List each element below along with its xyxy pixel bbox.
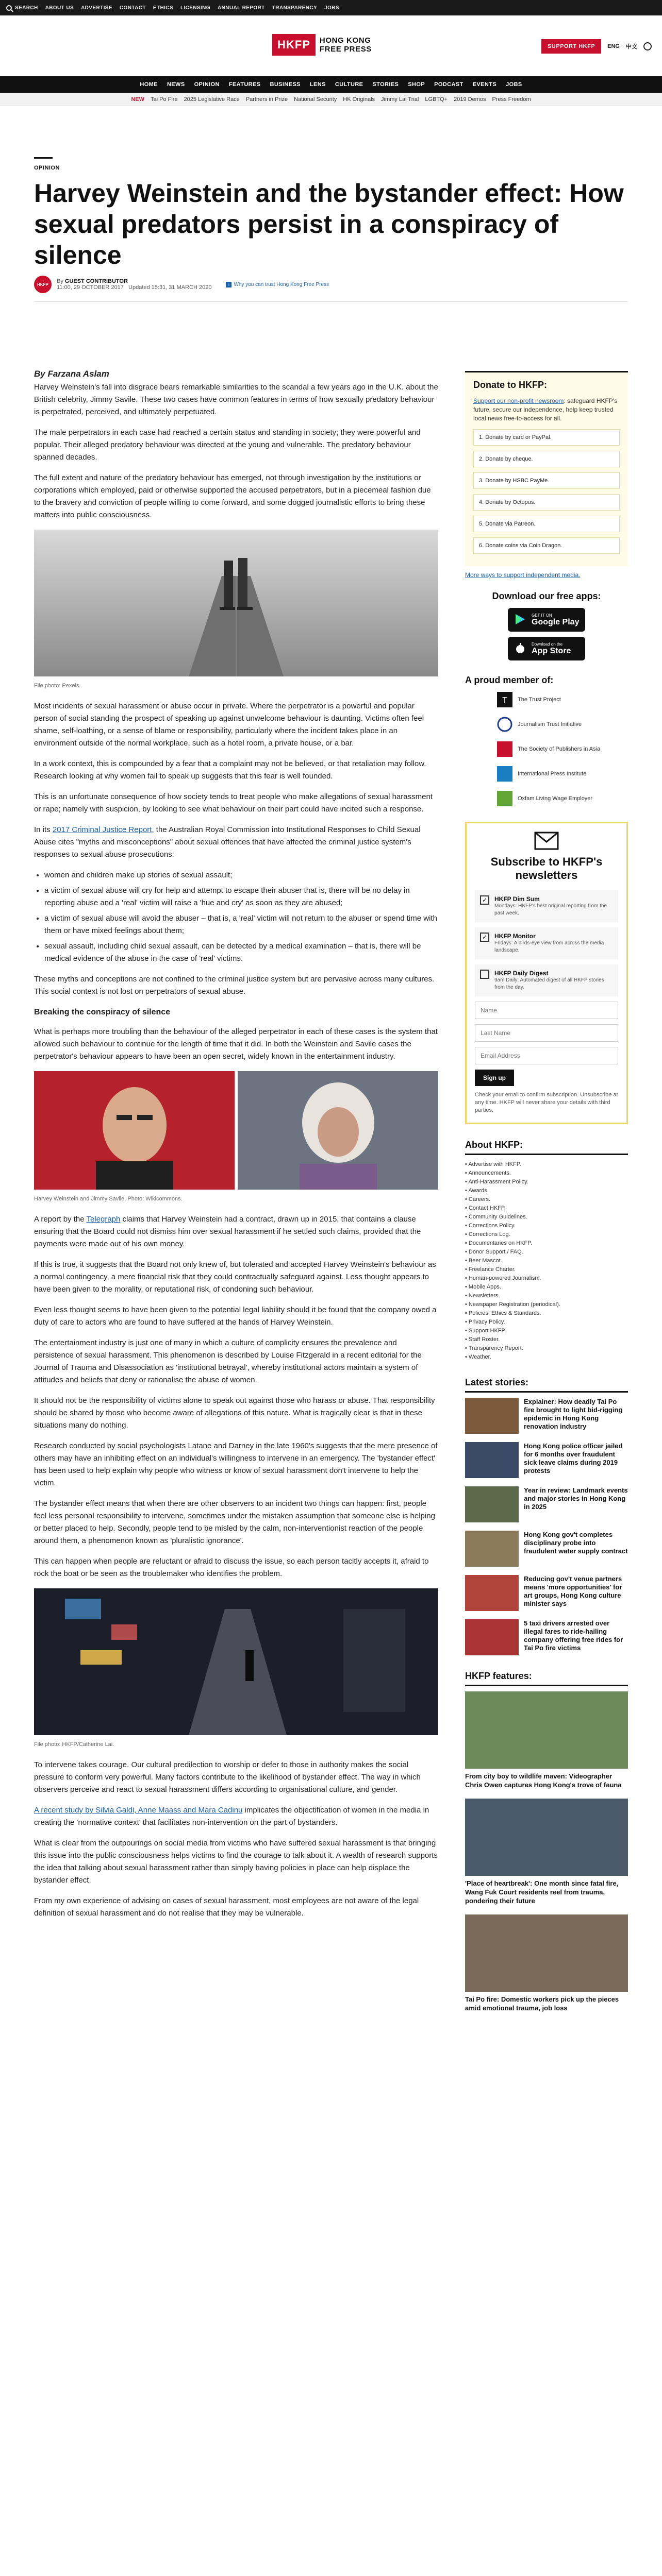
story-headline: Explainer: How deadly Tai Po fire brought to light bid-rigging epidemic in Hong Kong renovation industry	[524, 1398, 623, 1430]
paragraph: Even less thought seems to have been given to the potential legal liability should it be found that the company owed a duty of care to actors who are found to have suffered at the hands of Harvey Weinstein.	[34, 1306, 437, 1327]
trending-item[interactable]: LGBTQ+	[425, 96, 448, 103]
newsletter-note: Check your email to confirm subscription. Unsubscribe at any time. HKFP will never share your details with third parties.	[475, 1092, 618, 1113]
svg-text:T: T	[502, 696, 507, 705]
trust-project-icon	[497, 692, 512, 707]
member-name: International Press Institute	[518, 771, 587, 777]
option-text	[494, 895, 613, 917]
option-text	[494, 933, 613, 954]
article-author: By Farzana Aslam	[34, 369, 109, 379]
nav-culture[interactable]: CULTURE	[335, 81, 363, 88]
donate-title: Donate to HKFP:	[473, 380, 547, 390]
section-rule	[34, 157, 53, 159]
donate-description: : safeguard HKFP's future, secure our independence, help keep trusted local news free-to-access for all.	[473, 397, 618, 422]
feature-image	[465, 1914, 628, 1992]
photo-pier-graphic	[34, 530, 438, 676]
apple-icon	[514, 642, 526, 654]
sidebar	[465, 371, 628, 2022]
story-headline: Hong Kong gov't completes disciplinary probe into fraudulent water supply contract	[524, 1531, 628, 1555]
about-link[interactable]: • Corrections Log.	[465, 1230, 628, 1239]
about-list	[465, 1160, 628, 1362]
nav-features[interactable]: FEATURES	[228, 81, 261, 88]
utility-ethics[interactable]: ETHICS	[153, 5, 173, 11]
author-link[interactable]: GUEST CONTRIBUTOR	[64, 278, 128, 284]
figure-pexels	[34, 530, 438, 692]
story-item[interactable]	[465, 1398, 628, 1434]
donate-octopus-option[interactable]: 4. Donate by Octopus.	[473, 494, 620, 511]
list-item: • a victim of sexual abuse will avoid the abuser – that is, a 'real' victim will not return to the abuser or spend time with them or have mixed feelings about them;	[44, 912, 438, 937]
list-item: • a victim of sexual abuse will cry for help and attempt to escape their abuser that is, there will be no delay in reporting abuse and a 'real' victim will raise a 'hue and cry' as soon as they are abused;	[44, 885, 438, 909]
about-link[interactable]: • Anti-Harassment Policy.	[465, 1178, 628, 1187]
logo-mark: HKFP	[272, 34, 316, 56]
language-english[interactable]: ENG	[607, 43, 620, 49]
story-thumbnail	[465, 1619, 519, 1655]
signup-button[interactable]: Sign up	[475, 1070, 514, 1086]
trending-item[interactable]: 2025 Legislative Race	[184, 96, 240, 103]
paragraph: These myths and conceptions are not confined to the criminal justice system but are pervasive across many cultures. This social context is not lost on perpetrators of sexual abuse.	[34, 975, 435, 996]
criminal-justice-report-link[interactable]: 2017 Criminal Justice Report	[52, 825, 152, 834]
logo-line-1: HONG KONG	[319, 36, 371, 45]
galdi-study-link[interactable]: A recent study by Silvia Galdi, Anne Maass and Mara Cadinu	[34, 1806, 243, 1815]
paragraph	[34, 1213, 438, 1250]
about-link[interactable]: • Beer Mascot.	[465, 1257, 628, 1265]
newsletter-option-monitor[interactable]	[475, 927, 618, 959]
utility-bar	[0, 0, 662, 15]
checkbox[interactable]	[480, 970, 489, 979]
story-thumbnail	[465, 1442, 519, 1478]
nav-lens[interactable]: LENS	[309, 81, 326, 88]
paragraph: This is an unfortunate consequence of how society tends to treat people who make allegations of sexual harassment or rape; namely with suspicion, by looking to see what behaviour on their part could have incited such a response.	[34, 792, 433, 814]
feature-image	[465, 1799, 628, 1876]
trending-item[interactable]: 2019 Demos	[454, 96, 486, 103]
google-play-badge[interactable]	[508, 608, 585, 632]
figure-caption: Harvey Weinstein and Jimmy Savile. Photo: Wikicommons.	[34, 1196, 183, 1202]
list-item: • women and children make up stories of sexual assault;	[44, 869, 438, 882]
byline-by: By	[57, 278, 63, 284]
author-avatar: HKFP	[34, 276, 52, 293]
paragraph: The full extent and nature of the predatory behaviour has emerged, not through investigation by the institutions or corporations which employed, paid or otherwise supported the accused perpetrators, but in a piecemeal fashion due to the bravery and conviction of people willing to come forward, and some dogged journalistic efforts to bring these matters into public consciousness.	[34, 473, 431, 519]
nav-events[interactable]: EVENTS	[472, 81, 497, 88]
utility-links	[6, 0, 339, 15]
about-link[interactable]: • Newspaper Registration (periodical).	[465, 1300, 628, 1309]
member-name: The Society of Publishers in Asia	[518, 746, 601, 752]
telegraph-link[interactable]: Telegraph	[86, 1215, 121, 1224]
story-headline: 5 taxi drivers arrested over illegal fares to ride-hailing company offering free rides for Tai Po fire victims	[524, 1619, 623, 1652]
story-thumbnail	[465, 1575, 519, 1611]
byline	[34, 276, 329, 293]
story-thumbnail	[465, 1398, 519, 1434]
member-name: Oxfam Living Wage Employer	[518, 795, 593, 802]
support-button[interactable]: SUPPORT HKFP	[541, 39, 601, 54]
member-name: The Trust Project	[518, 697, 561, 703]
feature-headline: Tai Po fire: Domestic workers pick up the pieces amid emotional trauma, job loss	[465, 1995, 619, 2012]
story-item[interactable]	[465, 1619, 628, 1655]
info-icon: i	[226, 282, 231, 287]
newsletter-option-digest[interactable]	[475, 964, 618, 996]
paragraph: The male perpetrators in each case had reached a certain status and standing in society; they were powerful and popular. Their alleged predatory behaviour was directed at the young and vulnerable. The predatory behaviour spanned decades.	[34, 428, 421, 462]
ipi-icon	[497, 766, 512, 782]
trending-new-label: NEW	[131, 96, 144, 103]
trending-item[interactable]: Jimmy Lai Trial	[381, 96, 419, 103]
figure-weinstein-savile	[34, 1071, 438, 1205]
logo-words	[320, 36, 372, 54]
jti-icon	[497, 717, 512, 732]
paragraph: In a work context, this is compounded by a fear that a complaint may not be believed, or that retaliation may follow. Research looking at why women fail to speak up suggests that this fear is well founded.	[34, 759, 426, 781]
site-header	[0, 15, 662, 76]
about-link[interactable]: • Human-powered Journalism.	[465, 1274, 628, 1283]
utility-about[interactable]: ABOUT US	[45, 5, 74, 11]
header-actions	[541, 39, 652, 54]
about-link[interactable]: • Privacy Policy.	[465, 1318, 628, 1327]
member-oxfam[interactable]	[497, 791, 628, 806]
paragraph: This can happen when people are reluctant or afraid to discuss the issue, so each person tacitly accepts it, afraid to rock the boat or be seen as the troublemaker who identifies the problem.	[34, 1557, 429, 1578]
google-play-icon	[514, 613, 526, 625]
paragraph: From my own experience of advising on cases of sexual harassment, most employees are not aware of the legal definition of sexual harassment and do not realise that they may be vulnerable.	[34, 1896, 419, 1918]
story-item[interactable]	[465, 1486, 628, 1522]
story-thumbnail	[465, 1486, 519, 1522]
list-item: • sexual assault, including child sexual assault, can be detected by a medical examination – that is, there will be medical evidence of the abuse in the case of 'real' victims.	[44, 940, 438, 965]
nav-business[interactable]: BUSINESS	[270, 81, 301, 88]
trending-item[interactable]: Press Freedom	[492, 96, 531, 103]
paragraph: Harvey Weinstein's fall into disgrace bears remarkable similarities to the scandal a few years ago in the U.K. about the British celebrity, Jimmy Savile. These two cases have common features in terms of how sexually predatory behaviour is perpetrated, perceived, and ultimately perpetuated.	[34, 383, 438, 416]
features-title: HKFP features:	[465, 1671, 628, 1686]
last-name-input[interactable]	[475, 1024, 618, 1042]
about-link[interactable]: • Donor Support / FAQ.	[465, 1248, 628, 1257]
nav-news[interactable]: NEWS	[167, 81, 185, 88]
figure-caption: File photo: Pexels.	[34, 683, 81, 689]
text: A report by the	[34, 1215, 87, 1224]
about-link[interactable]: • Policies, Ethics & Standards.	[465, 1309, 628, 1318]
donate-payme-option[interactable]: 3. Donate by HSBC PayMe.	[473, 472, 620, 489]
paragraph: If this is true, it suggests that the Board not only knew of, but tolerated and accepted Harvey Weinstein's behaviour as a normal contingency, a mere financial risk that they could contractually safeguard against. Less thought appears to have been given to the morality, or reputational risk, of condoning such behaviour.	[34, 1260, 436, 1294]
donate-coin-option[interactable]: 6. Donate coins via Coin Dragon.	[473, 537, 620, 554]
apps-title: Download our free apps:	[492, 591, 601, 601]
text: implicates the objectification of women in the media in creating the 'normative context' that facilitates non-intervention on the part of bystanders.	[34, 1806, 429, 1827]
about-title: About HKFP:	[465, 1140, 628, 1155]
section-label[interactable]: OPINION	[34, 165, 60, 171]
newsletter-box	[465, 822, 628, 1124]
about-link[interactable]: • Corrections Policy.	[465, 1222, 628, 1230]
publish-date: 11:00, 29 OCTOBER 2017	[57, 284, 124, 291]
checkbox[interactable]: ✓	[480, 933, 489, 942]
oxfam-icon	[497, 791, 512, 806]
updated-date: Updated 15:31, 31 MARCH 2020	[128, 284, 212, 291]
option-title: HKFP Dim Sum	[494, 895, 540, 903]
text: , the Australian Royal Commission into Institutional Responses to Child Sexual Abuse cites "myths and misconceptions" about sexual offences that have affected the criminal justice system's responses to sexual abuse prosecutions:	[34, 825, 421, 859]
header-divider	[34, 301, 628, 302]
text: In its	[34, 825, 53, 834]
donate-box	[465, 371, 628, 566]
account-icon[interactable]	[643, 42, 652, 50]
paragraph: What is perhaps more troubling than the behaviour of the alleged perpetrator in each of these cases is the system that allowed such behaviour to continue for the length of time that it did. In both the Weinstein and Savile cases the perpetrator's behaviour appears to have been an open secret, widely known in the entertainment industry.	[34, 1027, 438, 1061]
feature-image	[465, 1691, 628, 1769]
paragraph: It should not be the responsibility of victims alone to speak out against those who harass or abuse. That responsibility should be shared by those who become aware of allegations of this nature. What is tragically clear is that in these situations many do nothing.	[34, 1396, 435, 1430]
gplay-big-label: Google Play	[532, 617, 580, 626]
donate-cheque-option[interactable]: 2. Donate by cheque.	[473, 451, 620, 467]
option-title: HKFP Daily Digest	[494, 970, 549, 977]
paragraph: Research conducted by social psychologists Latane and Darney in the late 1960's suggests that the mere presence of others may have an inhibiting effect on an individual's willingness to intervene in an emergency. The 'bystander effect' has been used to help explain why people who witness or know of sexual harassment don't intervene to help the victim.	[34, 1442, 438, 1487]
newsletter-option-dimsum[interactable]	[475, 890, 618, 922]
about-link[interactable]: • Transparency Report.	[465, 1344, 628, 1353]
paragraph	[34, 824, 438, 861]
utility-contact[interactable]: CONTACT	[119, 5, 146, 11]
trending-item[interactable]: HK Originals	[343, 96, 375, 103]
donate-card-option[interactable]: 1. Donate by card or PayPal.	[473, 429, 620, 446]
nav-stories[interactable]: STORIES	[372, 81, 399, 88]
member-name: Journalism Trust Initiative	[518, 721, 582, 727]
email-input[interactable]	[475, 1047, 618, 1064]
about-section	[465, 1140, 628, 1362]
photo-pier-couple[interactable]	[34, 530, 438, 676]
story-item[interactable]	[465, 1531, 628, 1567]
nav-shop[interactable]: SHOP	[408, 81, 425, 88]
sopa-icon	[497, 741, 512, 757]
trust-link-label: Why you can trust Hong Kong Free Press	[234, 281, 329, 287]
feature-headline: From city boy to wildlife maven: Videographer Chris Owen captures Hong Kong's trove of fauna	[465, 1772, 622, 1789]
trending-item[interactable]: National Security	[294, 96, 337, 103]
story-item[interactable]	[465, 1575, 628, 1611]
story-thumbnail	[465, 1531, 519, 1567]
member-sopa[interactable]	[497, 741, 628, 757]
figure-alley	[34, 1588, 438, 1751]
option-desc: 9am Daily: Automated digest of all HKFP stories from the day.	[494, 977, 604, 990]
story-item[interactable]	[465, 1442, 628, 1478]
about-link[interactable]: • Community Guidelines.	[465, 1213, 628, 1222]
myths-list	[44, 869, 438, 965]
donate-text	[473, 397, 620, 423]
donate-link[interactable]: Support our non-profit newsroom	[473, 397, 564, 404]
language-chinese[interactable]: 中文	[626, 44, 637, 50]
utility-transparency[interactable]: TRANSPARENCY	[272, 5, 318, 11]
about-link[interactable]: • Awards.	[465, 1187, 628, 1195]
feature-headline: 'Place of heartbreak': One month since fatal fire, Wang Fuk Court residents reel from trauma, pondering their future	[465, 1879, 619, 1905]
more-ways-link[interactable]: More ways to support independent media.	[465, 571, 581, 579]
article-title: Harvey Weinstein and the bystander effect: How sexual predators persist in a conspiracy of silence	[34, 179, 624, 269]
about-link[interactable]: • Announcements.	[465, 1169, 628, 1178]
about-link[interactable]: • Contact HKFP.	[465, 1204, 628, 1213]
subheading: Breaking the conspiracy of silence	[34, 1008, 171, 1016]
newsletter-title: Subscribe to HKFP's newsletters	[490, 855, 603, 882]
utility-jobs[interactable]: JOBS	[324, 5, 339, 11]
about-link[interactable]: • Staff Roster.	[465, 1335, 628, 1344]
story-headline: Hong Kong police officer jailed for 6 months over fraudulent sick leave claims during 2019 protests	[524, 1442, 623, 1475]
about-link[interactable]: • Mobile Apps.	[465, 1283, 628, 1292]
utility-licensing[interactable]: LICENSING	[180, 5, 210, 11]
about-link[interactable]: • Support HKFP.	[465, 1327, 628, 1335]
text: claims that Harvey Weinstein had a contract, drawn up in 2015, that contains a clause ensuring that the Board could not dismiss him over sexual harassment if he settled such claims, provided that the payments were made out of his own money.	[34, 1215, 421, 1248]
figure-caption: File photo: HKFP/Catherine Lai.	[34, 1741, 114, 1748]
option-desc: Fridays: A birds-eye view from across the media landscape.	[494, 940, 604, 953]
nav-podcast[interactable]: PODCAST	[434, 81, 464, 88]
option-text	[494, 970, 613, 991]
nav-home[interactable]: HOME	[140, 81, 158, 88]
search-icon[interactable]	[6, 5, 12, 11]
feature-item[interactable]	[465, 1914, 628, 2012]
byline-text	[57, 278, 211, 291]
story-headline: Reducing gov't venue partners means 'more opportunities' for art groups, Hong Kong culture minister says	[524, 1575, 622, 1607]
donate-patreon-option[interactable]: 5. Donate via Patreon.	[473, 516, 620, 532]
member-ipi[interactable]	[497, 766, 628, 782]
utility-advertise[interactable]: ADVERTISE	[81, 5, 112, 11]
photo-savile	[238, 1071, 438, 1190]
name-input[interactable]	[475, 1002, 618, 1019]
photo-alley-graphic	[34, 1588, 438, 1735]
latest-stories	[465, 1377, 628, 1655]
app-store-badge[interactable]	[508, 637, 585, 660]
photo-weinstein	[34, 1071, 235, 1190]
utility-search[interactable]: SEARCH	[15, 5, 38, 11]
site-logo[interactable]	[272, 34, 372, 56]
about-link[interactable]: • Careers.	[465, 1195, 628, 1204]
photo-alley[interactable]	[34, 1588, 438, 1735]
member-trust-project[interactable]	[497, 692, 628, 707]
option-title: HKFP Monitor	[494, 933, 536, 940]
trending-bar	[0, 93, 662, 106]
story-headline: Year in review: Landmark events and major stories in Hong Kong in 2025	[524, 1486, 628, 1511]
about-link[interactable]: • Advertise with HKFP.	[465, 1160, 628, 1169]
nav-opinion[interactable]: OPINION	[194, 81, 220, 88]
mail-icon	[534, 832, 559, 850]
paragraph: To intervene takes courage. Our cultural predilection to worship or defer to those in authority makes the social pressure to conform very powerful. Many factors contribute to the likelihood of bystander effect. The way in which observers perceive and react to sexual harassment differs according to organisational culture, and gender.	[34, 1760, 421, 1794]
paragraph: The entertainment industry is just one of many in which a culture of complicity ensures the prevalence and persistence of sexual harassment. This phenomenon is described by Louise Fitzgerald in a recent editorial for the Journal of Trauma and Disassociation as 'institutional betrayal', whereby institutional actors maintain a system of attitudes and beliefs that deny or rationalise the abuse of women.	[34, 1338, 422, 1384]
nav-jobs[interactable]: JOBS	[506, 81, 522, 88]
about-link[interactable]: • Newsletters.	[465, 1292, 628, 1300]
about-link[interactable]: • Documentaries on HKFP.	[465, 1239, 628, 1248]
trending-item[interactable]: Partners in Prize	[245, 96, 288, 103]
option-desc: Mondays: HKFP's best original reporting from the past week.	[494, 903, 607, 916]
feature-item[interactable]	[465, 1691, 628, 1789]
photo-weinstein-savile[interactable]	[34, 1071, 438, 1190]
utility-annual-report[interactable]: ANNUAL REPORT	[218, 5, 265, 11]
hkfp-features	[465, 1671, 628, 2012]
appstore-small-label: Download on the	[532, 641, 563, 647]
main-nav	[0, 76, 662, 93]
gplay-small-label: GET IT ON	[532, 613, 552, 618]
latest-title: Latest stories:	[465, 1377, 628, 1393]
member-title: A proud member of:	[465, 675, 554, 685]
appstore-big-label: App Store	[532, 646, 571, 655]
paragraph	[34, 1804, 438, 1829]
member-jti[interactable]	[497, 717, 628, 732]
trending-item[interactable]: Tai Po Fire	[150, 96, 178, 103]
feature-item[interactable]	[465, 1799, 628, 1905]
article-body	[34, 369, 438, 1928]
trust-link[interactable]	[226, 282, 329, 287]
checkbox[interactable]: ✓	[480, 895, 489, 905]
paragraph: What is clear from the outpourings on social media from victims who have suffered sexual harassment is that bringing this issue into the public consciousness helps victims to find the courage to talk about it. A wealth of research supports the idea that talking about sexual harassment rather than simply having policies in place can help displace the bystander effect.	[34, 1839, 438, 1885]
about-link[interactable]: • Weather.	[465, 1353, 628, 1362]
paragraph: Most incidents of sexual harassment or abuse occur in private. Where the perpetrator is a powerful and popular person of social standing the prospect of speaking up against unwelcome behaviour is daunting. Victims often feel shame, self-loathing, or a sense of blame or responsibility, particularly where the incident takes place in an environment outside of the normal workplace, such as a hotel room, a private house, or a bar.	[34, 702, 424, 748]
about-link[interactable]: • Freelance Charter.	[465, 1265, 628, 1274]
paragraph: The bystander effect means that when there are other observers to an incident two things can happen: first, people feel less personal responsibility to intervene, sometimes under the mistaken assumption that someone else is helping or better placed to help. Secondly, people tend to be misled by the calm, non-interventionist reaction of the people around them, a phenomenon known as 'pluralistic ignorance'.	[34, 1499, 435, 1545]
logo-line-2: FREE PRESS	[319, 45, 372, 54]
